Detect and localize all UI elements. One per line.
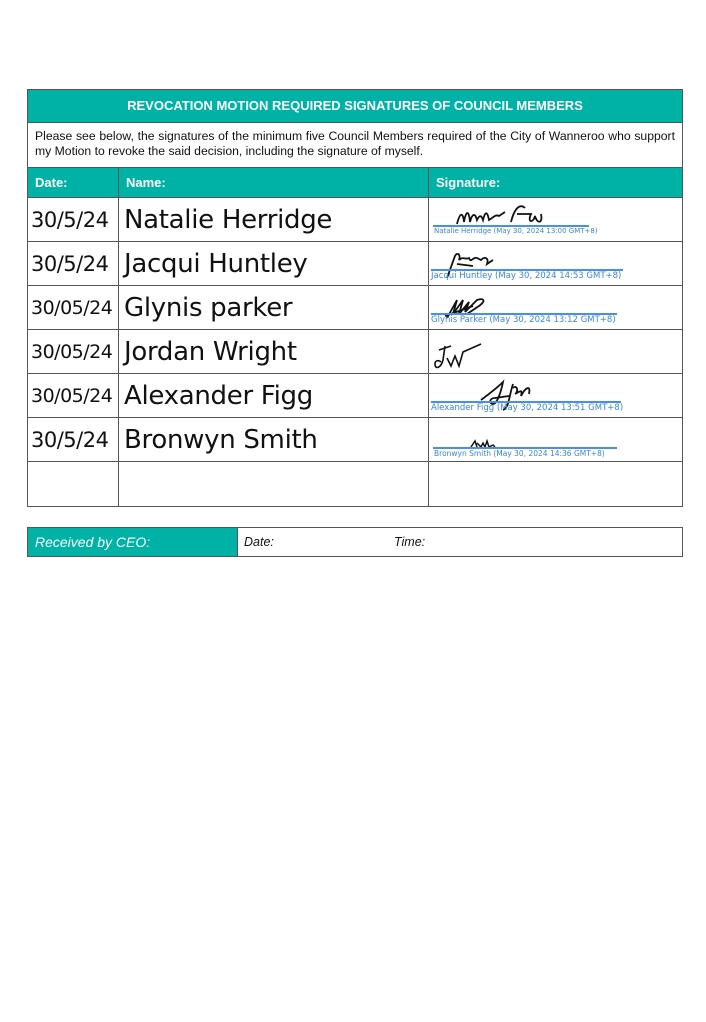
table-row [28, 286, 682, 330]
table-row [28, 198, 682, 242]
signature-cell[interactable] [429, 286, 682, 329]
row-name: Natalie Herridge [119, 198, 429, 241]
signatures-form [27, 89, 683, 507]
ceo-time-label[interactable]: Time: [394, 535, 426, 549]
row-date: 30/5/24 [28, 242, 119, 285]
table-row-empty [28, 462, 682, 506]
form-title: REVOCATION MOTION REQUIRED SIGNATURES OF COUNCIL MEMBERS [28, 90, 682, 123]
header-date: Date: [28, 168, 119, 197]
row-name: Glynis parker [119, 286, 429, 329]
ceo-receipt-box [27, 527, 683, 557]
table-header [28, 168, 682, 198]
table-row [28, 242, 682, 286]
row-name: Jordan Wright [119, 330, 429, 373]
signature-cell[interactable] [429, 242, 682, 285]
signature-caption: Jacqui Huntley (May 30, 2024 14:53 GMT+8) [431, 271, 622, 281]
header-name: Name: [119, 168, 429, 197]
row-name: Alexander Figg [119, 374, 429, 417]
row-date: 30/5/24 [28, 198, 119, 241]
row-name[interactable] [119, 462, 429, 506]
row-date: 30/05/24 [28, 330, 119, 373]
signature-cell[interactable] [429, 198, 682, 241]
row-name: Bronwyn Smith [119, 418, 429, 461]
signature-caption: Bronwyn Smith (May 30, 2024 14:36 GMT+8) [434, 449, 605, 458]
table-row [28, 374, 682, 418]
row-name: Jacqui Huntley [119, 242, 429, 285]
row-date: 30/05/24 [28, 286, 119, 329]
header-signature: Signature: [436, 175, 501, 190]
signature-cell[interactable] [429, 418, 682, 461]
ceo-label: Received by CEO: [28, 528, 238, 556]
row-date: 30/5/24 [28, 418, 119, 461]
signature-cell[interactable] [429, 462, 682, 506]
table-row [28, 330, 682, 374]
form-intro: Please see below, the signatures of the minimum five Council Members required of the City of Wanneroo who support my Motion to revoke the said decision, including the signature of myself. [28, 123, 682, 168]
row-date: 30/05/24 [28, 374, 119, 417]
signature-caption: Alexander Figg (May 30, 2024 13:51 GMT+8) [431, 403, 624, 413]
handwritten-signature-icon [433, 336, 483, 372]
signature-cell[interactable] [429, 374, 682, 417]
signature-caption: Natalie Herridge (May 30, 2024 13:00 GMT+8) [434, 227, 598, 235]
row-date[interactable] [28, 462, 119, 506]
signature-cell[interactable] [429, 330, 682, 373]
table-row [28, 418, 682, 462]
signature-caption: Glynis Parker (May 30, 2024 13:12 GMT+8) [431, 315, 616, 325]
ceo-date-label[interactable]: Date: [244, 535, 274, 549]
